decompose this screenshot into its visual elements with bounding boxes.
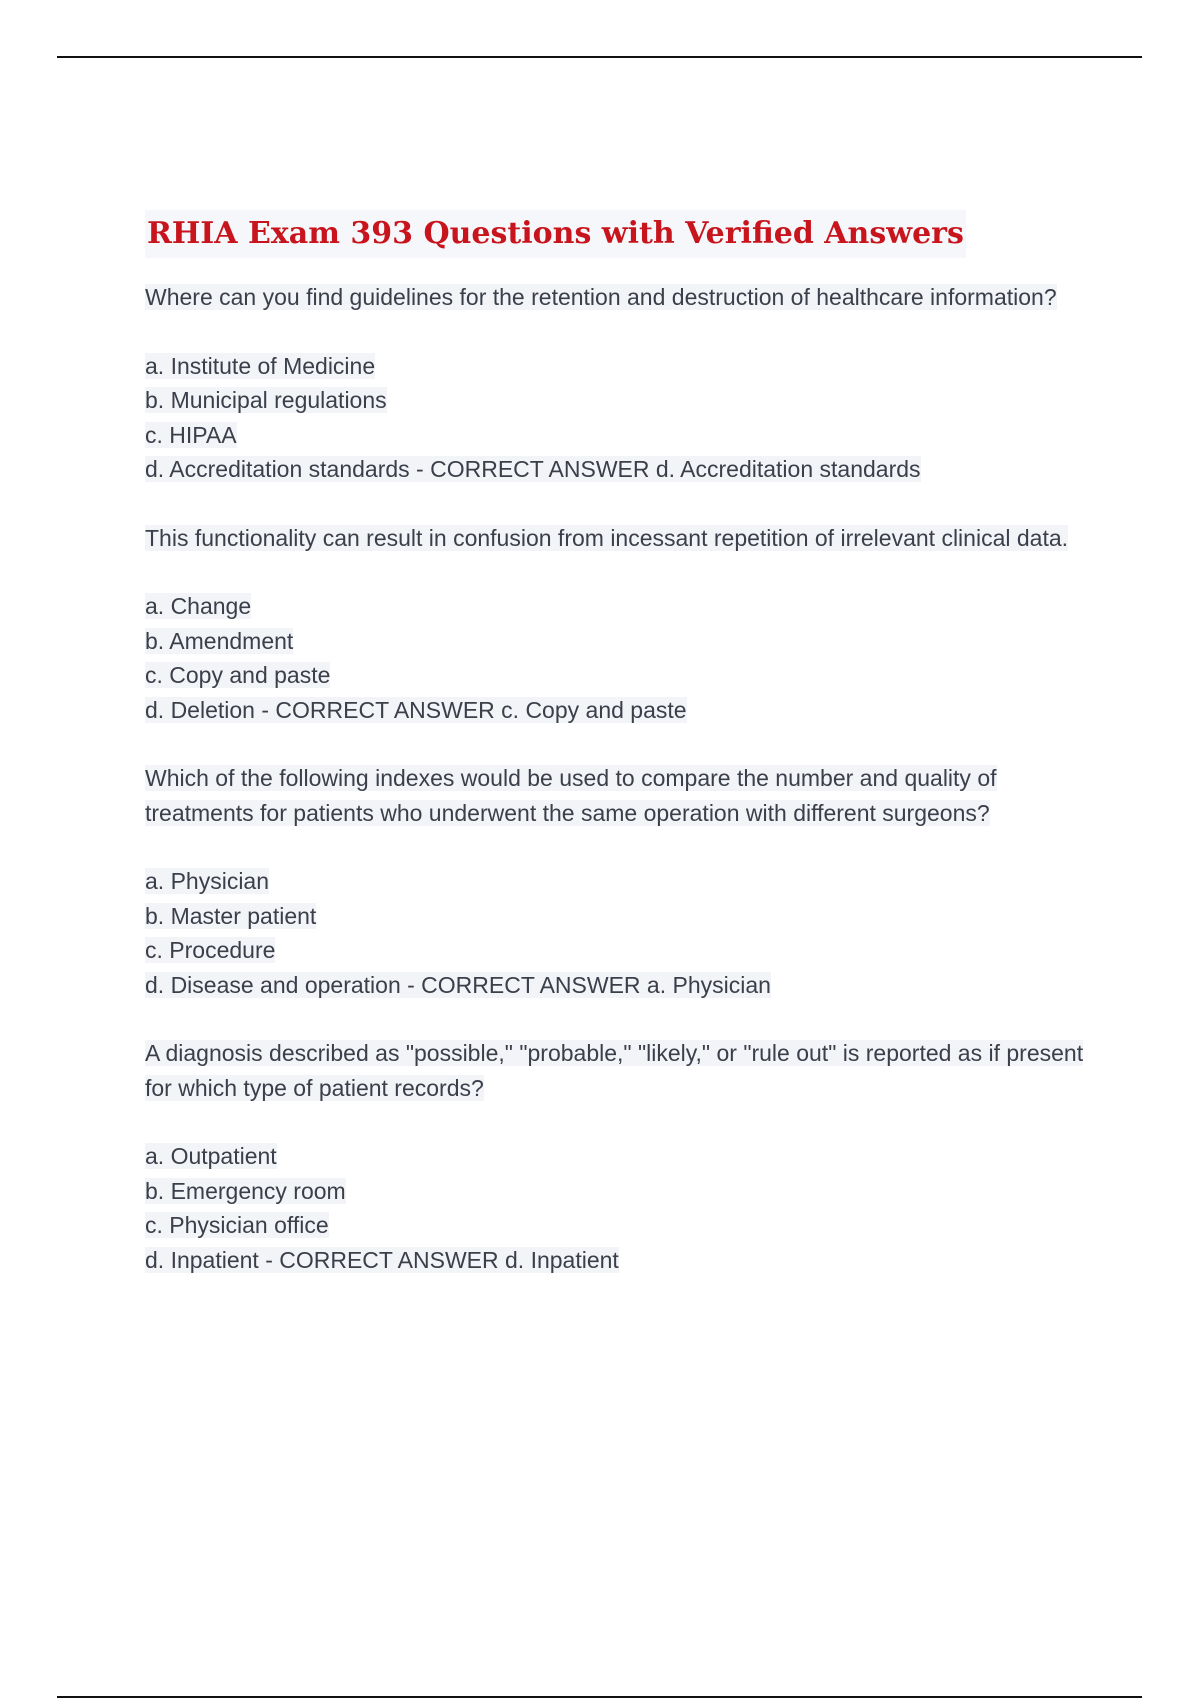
answer-option xyxy=(145,933,1095,968)
answer-option-text: c. Physician office xyxy=(145,1212,329,1238)
answer-option xyxy=(145,864,1095,899)
question-text xyxy=(145,761,1095,830)
document-body xyxy=(145,210,1095,1311)
answer-option-text: d. Disease and operation - CORRECT ANSWER a. Physician xyxy=(145,971,771,998)
answer-option-text: a. Physician xyxy=(145,868,270,894)
question-text-span: Which of the following indexes would be used to compare the number and quality of treatments for patients who underwent the same operation with different surgeons? xyxy=(145,765,997,826)
answer-option-correct xyxy=(145,452,1095,487)
answer-option-text: a. Change xyxy=(145,593,252,619)
answer-option-text: b. Amendment xyxy=(145,627,294,654)
answer-option xyxy=(145,1208,1095,1243)
answer-options xyxy=(145,1139,1095,1277)
answer-options xyxy=(145,349,1095,487)
answer-option-text: c. Copy and paste xyxy=(145,662,331,688)
footer-rule xyxy=(57,1696,1142,1698)
question-text-span: This functionality can result in confusion from incessant repetition of irrelevant clinical data. xyxy=(145,524,1069,551)
answer-option-text: a. Institute of Medicine xyxy=(145,352,376,379)
question-block-3 xyxy=(145,761,1095,1002)
answer-option xyxy=(145,418,1095,453)
answer-option-text: b. Municipal regulations xyxy=(145,387,387,413)
answer-option-text: c. HIPAA xyxy=(145,421,237,448)
document-title: RHIA Exam 393 Questions with Verified Answers xyxy=(145,210,966,258)
answer-option xyxy=(145,624,1095,659)
question-text xyxy=(145,1036,1095,1105)
answer-option-text: d. Inpatient - CORRECT ANSWER d. Inpatient xyxy=(145,1246,619,1273)
header-rule xyxy=(57,56,1142,58)
answer-option-text: c. Procedure xyxy=(145,937,276,963)
answer-option-text: d. Accreditation standards - CORRECT ANSWER d. Accreditation standards xyxy=(145,456,921,482)
answer-option-correct xyxy=(145,968,1095,1003)
answer-option-correct xyxy=(145,693,1095,728)
question-text xyxy=(145,521,1095,556)
answer-option xyxy=(145,899,1095,934)
question-block-4 xyxy=(145,1036,1095,1277)
question-block-2 xyxy=(145,521,1095,728)
question-text-span: Where can you find guidelines for the retention and destruction of healthcare information? xyxy=(145,284,1057,310)
answer-option-text: b. Emergency room xyxy=(145,1177,346,1204)
answer-option xyxy=(145,1139,1095,1174)
question-text xyxy=(145,280,1095,315)
answer-option xyxy=(145,589,1095,624)
answer-option xyxy=(145,349,1095,384)
answer-options xyxy=(145,864,1095,1002)
answer-option xyxy=(145,1174,1095,1209)
question-text-span: A diagnosis described as "possible," "probable," "likely," or "rule out" is reported as if present for which type of patient records? xyxy=(145,1040,1084,1101)
answer-options xyxy=(145,589,1095,727)
answer-option xyxy=(145,383,1095,418)
answer-option xyxy=(145,658,1095,693)
answer-option-text: a. Outpatient xyxy=(145,1143,277,1169)
answer-option-correct xyxy=(145,1243,1095,1278)
answer-option-text: d. Deletion - CORRECT ANSWER c. Copy and paste xyxy=(145,696,687,723)
answer-option-text: b. Master patient xyxy=(145,902,317,929)
question-block-1 xyxy=(145,280,1095,487)
